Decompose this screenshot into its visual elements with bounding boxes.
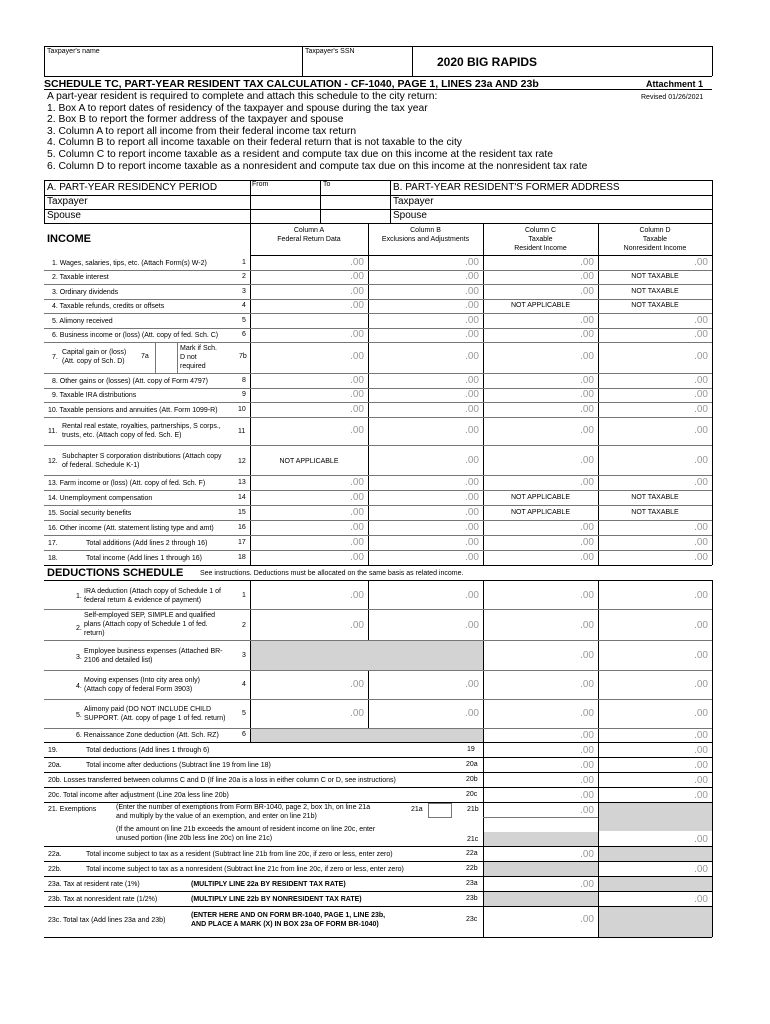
line11-text: Rental real estate, royalties, partnerships, S corps., bbox=[62, 423, 221, 430]
attachment-label: Attachment 1 bbox=[646, 79, 704, 89]
line4-col-c-not-applicable: NOT APPLICABLE bbox=[510, 302, 570, 309]
instruction-line: 5. Column C to report income taxable as a resident and compute tax due on this income at the resident tax rate bbox=[47, 148, 553, 160]
line4-col-d-not-taxable: NOT TAXABLE bbox=[631, 302, 679, 309]
line11-col-c-field[interactable]: .00 bbox=[580, 425, 594, 436]
line21b-col-c-field[interactable]: .00 bbox=[580, 805, 594, 816]
line3-col-a-field[interactable]: .00 bbox=[350, 286, 364, 297]
l21b-tag: 21b bbox=[467, 806, 479, 813]
line14-col-b-field[interactable]: .00 bbox=[465, 492, 479, 503]
line19-col-c-field[interactable]: .00 bbox=[580, 745, 594, 756]
line10-num: 10 bbox=[238, 406, 246, 413]
line10-col-d-field[interactable]: .00 bbox=[694, 404, 708, 415]
deduction6-col-d-field[interactable]: .00 bbox=[694, 730, 708, 741]
line2-col-a-field[interactable]: .00 bbox=[350, 271, 364, 282]
d6-label: 6. Renaissance Zone deduction (Att. Sch. RZ) bbox=[76, 732, 219, 739]
line7b-label bbox=[180, 344, 217, 371]
line11-num: 11. bbox=[48, 428, 58, 435]
l20c-tag: 20c bbox=[466, 791, 478, 798]
d3-shaded-cells bbox=[251, 641, 483, 670]
line7b-text: Mark if Sch. bbox=[180, 345, 217, 352]
line9-col-a-field[interactable]: .00 bbox=[350, 389, 364, 400]
line6-col-c-field[interactable]: .00 bbox=[580, 329, 594, 340]
d6-line-num: 6 bbox=[242, 731, 246, 738]
column-c-header bbox=[483, 226, 598, 253]
deduction5-col-a-field[interactable]: .00 bbox=[350, 708, 364, 719]
line7b-checkbox[interactable] bbox=[159, 349, 171, 361]
l22b-label: Total income subject to tax as a nonresident (Subtract line 21c from line 20c, if zero or less, enter zero) bbox=[86, 866, 404, 873]
line10-label: 10. Taxable pensions and annuities (Att. Form 1099-R) bbox=[48, 407, 218, 414]
line12-text: Subchapter S corporation distributions (Attach copy bbox=[62, 453, 222, 460]
spouse-to-field[interactable] bbox=[322, 211, 388, 222]
line18-label: Total income (Add lines 1 through 16) bbox=[86, 555, 202, 562]
column-a-subtitle: Federal Return Data bbox=[277, 236, 341, 243]
l21c-col-c-shaded bbox=[484, 832, 598, 846]
line1-col-c-field[interactable]: .00 bbox=[580, 257, 594, 268]
instruction-line: A part-year resident is required to complete and attach this schedule to the city return: bbox=[47, 91, 438, 102]
l23c-note bbox=[191, 911, 385, 929]
taxpayer-label: Taxpayer bbox=[47, 196, 88, 207]
taxpayer-from-field[interactable] bbox=[252, 197, 318, 208]
l20b-label: 20b. Losses transferred between columns C and D (If line 20a is a loss in either column C or D, see instructions) bbox=[48, 777, 396, 784]
column-c-subtitle: Taxable bbox=[528, 236, 553, 243]
line8-col-c-field[interactable]: .00 bbox=[580, 375, 594, 386]
d1-text: IRA deduction (Attach copy of Schedule 1 of bbox=[84, 588, 221, 595]
deduction4-col-c-field[interactable]: .00 bbox=[580, 679, 594, 690]
deduction5-col-b-field[interactable]: .00 bbox=[465, 708, 479, 719]
former-spouse-label: Spouse bbox=[393, 210, 427, 221]
l22a-label: Total income subject to tax as a resident (Subtract line 21b from line 20c, if zero or less, enter zero) bbox=[86, 851, 393, 858]
line3-label: 3. Ordinary dividends bbox=[52, 289, 119, 296]
box-b-title: B. PART-YEAR RESIDENT'S FORMER ADDRESS bbox=[393, 182, 620, 193]
line8-col-b-field[interactable]: .00 bbox=[465, 375, 479, 386]
line7b-box-label: 7b bbox=[239, 353, 247, 360]
line5-num: 5 bbox=[242, 317, 246, 324]
line13-col-a-field[interactable]: .00 bbox=[350, 477, 364, 488]
d4-num: 4. bbox=[76, 683, 82, 690]
line22a-col-c-field[interactable]: .00 bbox=[580, 849, 594, 860]
line5-col-b-field[interactable]: .00 bbox=[465, 315, 479, 326]
d2-text2: plans (Attach copy of Schedule 1 of fed. bbox=[84, 621, 208, 628]
d6-shaded-cells bbox=[251, 729, 483, 742]
line15-label: 15. Social security benefits bbox=[48, 510, 132, 517]
line12-col-b-field[interactable]: .00 bbox=[465, 455, 479, 466]
l21-label: 21. Exemptions bbox=[48, 806, 97, 813]
deduction2-col-d-field[interactable]: .00 bbox=[694, 620, 708, 631]
l19-label: Total deductions (Add lines 1 through 6) bbox=[86, 747, 210, 754]
d5-num: 5. bbox=[76, 712, 82, 719]
column-d-subtitle: Taxable bbox=[642, 236, 668, 243]
column-a-header bbox=[250, 226, 368, 244]
line19-col-d-field[interactable]: .00 bbox=[694, 745, 708, 756]
d4-label bbox=[84, 676, 200, 694]
line2-col-d-not-taxable: NOT TAXABLE bbox=[631, 273, 679, 280]
d3-text: Employee business expenses (Attached BR- bbox=[84, 648, 223, 655]
line16-col-c-field[interactable]: .00 bbox=[580, 522, 594, 533]
deduction4-col-d-field[interactable]: .00 bbox=[694, 679, 708, 690]
l23a-tag: 23a bbox=[466, 880, 478, 887]
line9-col-d-field[interactable]: .00 bbox=[694, 389, 708, 400]
line16-col-d-field[interactable]: .00 bbox=[694, 522, 708, 533]
l21-text-line1: (Enter the number of exemptions from Form BR-1040, page 2, box 1h, on line 21a bbox=[116, 804, 371, 811]
former-taxpayer-label: Taxpayer bbox=[393, 196, 434, 207]
deduction2-col-c-field[interactable]: .00 bbox=[580, 620, 594, 631]
deduction1-col-b-field[interactable]: .00 bbox=[465, 590, 479, 601]
form-title: 2020 BIG RAPIDS bbox=[436, 55, 538, 69]
line10-col-b-field[interactable]: .00 bbox=[465, 404, 479, 415]
l21a-tag: 21a bbox=[411, 806, 423, 813]
line3-col-b-field[interactable]: .00 bbox=[465, 286, 479, 297]
line6-num: 6 bbox=[242, 331, 246, 338]
line5-col-c-field[interactable]: .00 bbox=[580, 315, 594, 326]
line9-num: 9 bbox=[242, 391, 246, 398]
column-c-subtitle2: Resident Income bbox=[514, 245, 567, 252]
l21-col-d-shaded bbox=[599, 803, 712, 831]
l23b-tag: 23b bbox=[466, 895, 478, 902]
line7a-text2: (Att. copy of Sch. D) bbox=[62, 358, 125, 365]
column-c-title: Column C bbox=[524, 227, 557, 234]
line7a-text: Capital gain or (loss) bbox=[62, 349, 127, 356]
line15-col-b-field[interactable]: .00 bbox=[465, 507, 479, 518]
d1-num: 1. bbox=[76, 593, 82, 600]
line7-col-c-field[interactable]: .00 bbox=[580, 351, 594, 362]
line2-num: 2 bbox=[242, 273, 246, 280]
line10-col-a-field[interactable]: .00 bbox=[350, 404, 364, 415]
line4-col-b-field[interactable]: .00 bbox=[465, 300, 479, 311]
line16-label: 16. Other income (Att. statement listing type and amt) bbox=[48, 525, 214, 532]
l22a-tag: 22a bbox=[466, 850, 478, 857]
l23b-note: (MULTIPLY LINE 22b BY NONRESIDENT TAX RATE) bbox=[191, 896, 362, 903]
d2-label bbox=[84, 611, 215, 638]
line18-num-right: 18 bbox=[238, 554, 246, 561]
line6-label: 6. Business income or (loss) (Att. copy of fed. Sch. C) bbox=[52, 332, 219, 339]
d5-text: Alimony paid (DO NOT INCLUDE CHILD bbox=[84, 706, 212, 713]
line9-label: 9. Taxable IRA distributions bbox=[52, 392, 137, 399]
box-a-title: A. PART-YEAR RESIDENCY PERIOD bbox=[47, 182, 218, 193]
line18-num: 18. bbox=[48, 555, 58, 562]
line14-label: 14. Unemployment compensation bbox=[48, 495, 153, 502]
line6-col-a-field[interactable]: .00 bbox=[350, 329, 364, 340]
instructions bbox=[47, 91, 587, 172]
line15-num: 15 bbox=[238, 509, 246, 516]
line13-col-b-field[interactable]: .00 bbox=[465, 477, 479, 488]
line20c-col-c-field[interactable]: .00 bbox=[580, 790, 594, 801]
line11-text2: trusts, etc. (Attach copy of fed. Sch. E) bbox=[62, 432, 182, 439]
d3-line-num: 3 bbox=[242, 652, 246, 659]
line8-col-d-field[interactable]: .00 bbox=[694, 375, 708, 386]
line17-col-c-field[interactable]: .00 bbox=[580, 537, 594, 548]
line12-num: 12. bbox=[48, 458, 58, 465]
column-b-title: Column B bbox=[410, 227, 441, 234]
d3-num: 3. bbox=[76, 654, 82, 661]
d2-text3: return) bbox=[84, 630, 105, 637]
deductions-note: See instructions. Deductions must be allocated on the same basis as related income. bbox=[200, 570, 464, 577]
l21-text bbox=[116, 803, 370, 821]
d1-label bbox=[84, 587, 221, 605]
line12-col-d-field[interactable]: .00 bbox=[694, 455, 708, 466]
deduction4-col-a-field[interactable]: .00 bbox=[350, 679, 364, 690]
line7-col-b-field[interactable]: .00 bbox=[465, 351, 479, 362]
line12-num-right: 12 bbox=[238, 458, 246, 465]
instruction-line: 6. Column D to report income taxable as a nonresident and compute tax due on this income at the nonresident tax rate bbox=[47, 160, 588, 172]
d2-text: Self-employed SEP, SIMPLE and qualified bbox=[84, 612, 216, 619]
taxpayer-to-field[interactable] bbox=[322, 197, 388, 208]
l20a-tag: 20a bbox=[466, 761, 478, 768]
line7a-box-label: 7a bbox=[141, 353, 149, 360]
spouse-label: Spouse bbox=[47, 210, 81, 221]
line2-col-c-field[interactable]: .00 bbox=[580, 271, 594, 282]
d3-label bbox=[84, 647, 223, 665]
taxpayer-name-label: Taxpayer's name bbox=[47, 48, 100, 55]
line17-col-d-field[interactable]: .00 bbox=[694, 537, 708, 548]
deduction2-col-b-field[interactable]: .00 bbox=[465, 620, 479, 631]
column-b-subtitle: Exclusions and Adjustments bbox=[381, 236, 470, 243]
line12-col-c-field[interactable]: .00 bbox=[580, 455, 594, 466]
line20b-col-d-field[interactable]: .00 bbox=[694, 775, 708, 786]
line13-col-c-field[interactable]: .00 bbox=[580, 477, 594, 488]
instruction-line: 3. Column A to report all income from their federal income tax return bbox=[47, 125, 357, 137]
line3-col-d-not-taxable: NOT TAXABLE bbox=[631, 288, 679, 295]
l19-tag: 19 bbox=[467, 746, 475, 753]
l23c-note-line1: (ENTER HERE AND ON FORM BR-1040, PAGE 1, LINE 23b, bbox=[191, 912, 386, 919]
deduction5-col-c-field[interactable]: .00 bbox=[580, 708, 594, 719]
l23b-col-c-shaded bbox=[484, 892, 598, 906]
line7a-label bbox=[62, 348, 126, 366]
d4-text: Moving expenses (Into city area only) bbox=[84, 677, 200, 684]
line13-num: 13 bbox=[238, 479, 246, 486]
line9-col-c-field[interactable]: .00 bbox=[580, 389, 594, 400]
column-a-title: Column A bbox=[293, 227, 325, 234]
deduction1-col-d-field[interactable]: .00 bbox=[694, 590, 708, 601]
l23a-note: (MULTIPLY LINE 22a BY RESIDENT TAX RATE) bbox=[191, 881, 346, 888]
l21a-exemptions-input[interactable] bbox=[428, 803, 452, 818]
line11-col-a-field[interactable]: .00 bbox=[350, 425, 364, 436]
line11-num-right: 11 bbox=[238, 428, 246, 435]
line7-num: 7. bbox=[52, 354, 58, 361]
line8-col-a-field[interactable]: .00 bbox=[350, 375, 364, 386]
line16-num: 16 bbox=[238, 524, 246, 531]
line14-col-a-field[interactable]: .00 bbox=[350, 492, 364, 503]
l23c-col-d-shaded bbox=[599, 907, 712, 937]
line17-col-b-field[interactable]: .00 bbox=[465, 537, 479, 548]
deduction5-col-d-field[interactable]: .00 bbox=[694, 708, 708, 719]
line3-col-c-field[interactable]: .00 bbox=[580, 286, 594, 297]
column-b-header bbox=[368, 226, 483, 244]
l20b-tag: 20b bbox=[466, 776, 478, 783]
l22a-col-d-shaded bbox=[599, 847, 712, 861]
line1-col-d-field[interactable]: .00 bbox=[694, 257, 708, 268]
line12-text2: of federal. Schedule K-1) bbox=[62, 462, 140, 469]
line21c-col-d-field[interactable]: .00 bbox=[694, 834, 708, 845]
column-d-subtitle2: Nonresident Income bbox=[623, 245, 687, 252]
l23c-note-line2: AND PLACE A MARK (X) IN BOX 23a OF FORM BR-1040) bbox=[191, 921, 379, 928]
d1-line-num: 1 bbox=[242, 592, 246, 599]
d4-line-num: 4 bbox=[242, 681, 246, 688]
l20a-label: Total income after deductions (Subtract line 19 from line 18) bbox=[86, 762, 271, 769]
l22b-num: 22b. bbox=[48, 866, 62, 873]
former-spouse-address-field[interactable] bbox=[437, 211, 709, 222]
line23c-col-c-field[interactable]: .00 bbox=[580, 914, 594, 925]
line15-col-d-not-taxable: NOT TAXABLE bbox=[631, 509, 679, 516]
d5-line-num: 5 bbox=[242, 710, 246, 717]
line12-label bbox=[62, 452, 222, 470]
deduction3-col-d-field[interactable]: .00 bbox=[694, 650, 708, 661]
d2-num: 2. bbox=[76, 625, 82, 632]
line1-col-b-field[interactable]: .00 bbox=[465, 257, 479, 268]
to-label: To bbox=[323, 181, 331, 188]
deduction2-col-a-field[interactable]: .00 bbox=[350, 620, 364, 631]
l22b-tag: 22b bbox=[466, 865, 478, 872]
line22b-col-d-field[interactable]: .00 bbox=[694, 864, 708, 875]
d4-text2: (Attach copy of federal Form 3903) bbox=[84, 686, 193, 693]
d2-line-num: 2 bbox=[242, 622, 246, 629]
line4-num: 4 bbox=[242, 302, 246, 309]
line1-label: 1. Wages, salaries, tips, etc. (Attach Form(s) W-2) bbox=[52, 260, 207, 267]
line4-col-a-field[interactable]: .00 bbox=[350, 300, 364, 311]
line6-col-d-field[interactable]: .00 bbox=[694, 329, 708, 340]
deduction4-col-b-field[interactable]: .00 bbox=[465, 679, 479, 690]
line14-num: 14 bbox=[238, 494, 246, 501]
line18-col-c-field[interactable]: .00 bbox=[580, 552, 594, 563]
deduction1-col-c-field[interactable]: .00 bbox=[580, 590, 594, 601]
l20c-label: 20c. Total income after adjustment (Line 20a less line 20b) bbox=[48, 792, 229, 799]
line13-col-d-field[interactable]: .00 bbox=[694, 477, 708, 488]
l23c-label: 23c. Total tax (Add lines 23a and 23b) bbox=[48, 917, 166, 924]
line10-col-c-field[interactable]: .00 bbox=[580, 404, 594, 415]
line9-col-b-field[interactable]: .00 bbox=[465, 389, 479, 400]
l21c-text bbox=[116, 825, 375, 843]
instruction-line: 1. Box A to report dates of residency of the taxpayer and spouse during the tax year bbox=[47, 102, 428, 114]
line7b-text2: D not bbox=[180, 354, 197, 361]
l23a-label: 23a. Tax at resident rate (1%) bbox=[48, 881, 140, 888]
deduction3-col-c-field[interactable]: .00 bbox=[580, 650, 594, 661]
l21-text-line2: and multiply by the value of an exemption, and enter on line 21b) bbox=[116, 813, 317, 820]
line5-label: 5. Alimony received bbox=[52, 318, 113, 325]
l19-num: 19. bbox=[48, 747, 58, 754]
line6-col-b-field[interactable]: .00 bbox=[465, 329, 479, 340]
line11-col-b-field[interactable]: .00 bbox=[465, 425, 479, 436]
line7b-text3: required bbox=[180, 363, 206, 370]
line18-col-d-field[interactable]: .00 bbox=[694, 552, 708, 563]
l21c-text-line2: unused portion (line 20b less line 20c) on line 21c) bbox=[116, 835, 273, 842]
l21c-tag: 21c bbox=[467, 836, 479, 843]
l22b-col-c-shaded bbox=[484, 862, 598, 876]
line1-col-a-field[interactable]: .00 bbox=[350, 257, 364, 268]
from-label: From bbox=[252, 181, 269, 188]
d5-label bbox=[84, 705, 226, 723]
spouse-from-field[interactable] bbox=[252, 211, 318, 222]
line17-label: Total additions (Add lines 2 through 16) bbox=[86, 540, 208, 547]
l20a-num: 20a. bbox=[48, 762, 62, 769]
line14-col-d-not-taxable: NOT TAXABLE bbox=[631, 494, 679, 501]
column-d-header bbox=[598, 226, 712, 253]
l21c-text-line1: (If the amount on line 21b exceeds the amount of resident income on line 20c, enter bbox=[116, 826, 376, 833]
column-d-title: Column D bbox=[639, 227, 671, 234]
line16-col-a-field[interactable]: .00 bbox=[350, 522, 364, 533]
line3-num: 3 bbox=[242, 288, 246, 295]
instruction-line: 2. Box B to report the former address of the taxpayer and spouse bbox=[47, 114, 344, 126]
line17-num: 17. bbox=[48, 540, 58, 547]
line8-num: 8 bbox=[242, 377, 246, 384]
line15-col-a-field[interactable]: .00 bbox=[350, 507, 364, 518]
line18-col-a-field[interactable]: .00 bbox=[350, 552, 364, 563]
line2-col-b-field[interactable]: .00 bbox=[465, 271, 479, 282]
taxpayer-ssn-label: Taxpayer's SSN bbox=[305, 48, 355, 55]
line15-col-c-not-applicable: NOT APPLICABLE bbox=[510, 509, 570, 516]
line23a-col-c-field[interactable]: .00 bbox=[580, 879, 594, 890]
line14-col-c-not-applicable: NOT APPLICABLE bbox=[510, 494, 570, 501]
line20c-col-d-field[interactable]: .00 bbox=[694, 790, 708, 801]
d3-text2: 2106 and detailed list) bbox=[84, 657, 153, 664]
line23b-col-d-field[interactable]: .00 bbox=[694, 894, 708, 905]
line17-col-a-field[interactable]: .00 bbox=[350, 537, 364, 548]
line17-num-right: 17 bbox=[238, 539, 246, 546]
deduction1-col-a-field[interactable]: .00 bbox=[350, 590, 364, 601]
line11-col-d-field[interactable]: .00 bbox=[694, 425, 708, 436]
line20a-col-d-field[interactable]: .00 bbox=[694, 760, 708, 771]
l22a-num: 22a. bbox=[48, 851, 62, 858]
line20b-col-c-field[interactable]: .00 bbox=[580, 775, 594, 786]
line7-col-a-field[interactable]: .00 bbox=[350, 351, 364, 362]
line12-col-a-not-applicable: NOT APPLICABLE bbox=[279, 458, 339, 465]
line8-label: 8. Other gains or (losses) (Att. copy of Form 4797) bbox=[52, 378, 209, 385]
former-taxpayer-address-field[interactable] bbox=[447, 197, 709, 208]
line7-col-d-field[interactable]: .00 bbox=[694, 351, 708, 362]
line2-label: 2. Taxable interest bbox=[52, 274, 109, 281]
line11-label bbox=[62, 422, 221, 440]
deduction6-col-c-field[interactable]: .00 bbox=[580, 730, 594, 741]
d1-text2: federal return & evidence of payment) bbox=[84, 597, 202, 604]
line18-col-b-field[interactable]: .00 bbox=[465, 552, 479, 563]
d5-text2: SUPPORT. (Att. copy of page 1 of fed. return) bbox=[84, 715, 226, 722]
line16-col-b-field[interactable]: .00 bbox=[465, 522, 479, 533]
revised-date: Revised 01/26/2021 bbox=[641, 94, 704, 101]
line4-label: 4. Taxable refunds, credits or offsets bbox=[52, 303, 165, 310]
line13-label: 13. Farm income or (loss) (Att. copy of fed. Sch. F) bbox=[48, 480, 206, 487]
l23b-label: 23b. Tax at nonresident rate (1/2%) bbox=[48, 896, 158, 903]
instruction-line: 4. Column B to report all income taxable on their federal return that is not taxable to the city bbox=[47, 137, 462, 149]
l23c-tag: 23c bbox=[466, 916, 478, 923]
income-title: INCOME bbox=[47, 233, 91, 245]
line20a-col-c-field[interactable]: .00 bbox=[580, 760, 594, 771]
schedule-title: SCHEDULE TC, PART-YEAR RESIDENT TAX CALCULATION - CF-1040, PAGE 1, LINES 23a AND 23b bbox=[44, 78, 539, 90]
l23a-col-d-shaded bbox=[599, 877, 712, 891]
line1-num: 1 bbox=[242, 259, 246, 266]
deductions-title: DEDUCTIONS SCHEDULE bbox=[47, 567, 184, 579]
line5-col-d-field[interactable]: .00 bbox=[694, 315, 708, 326]
